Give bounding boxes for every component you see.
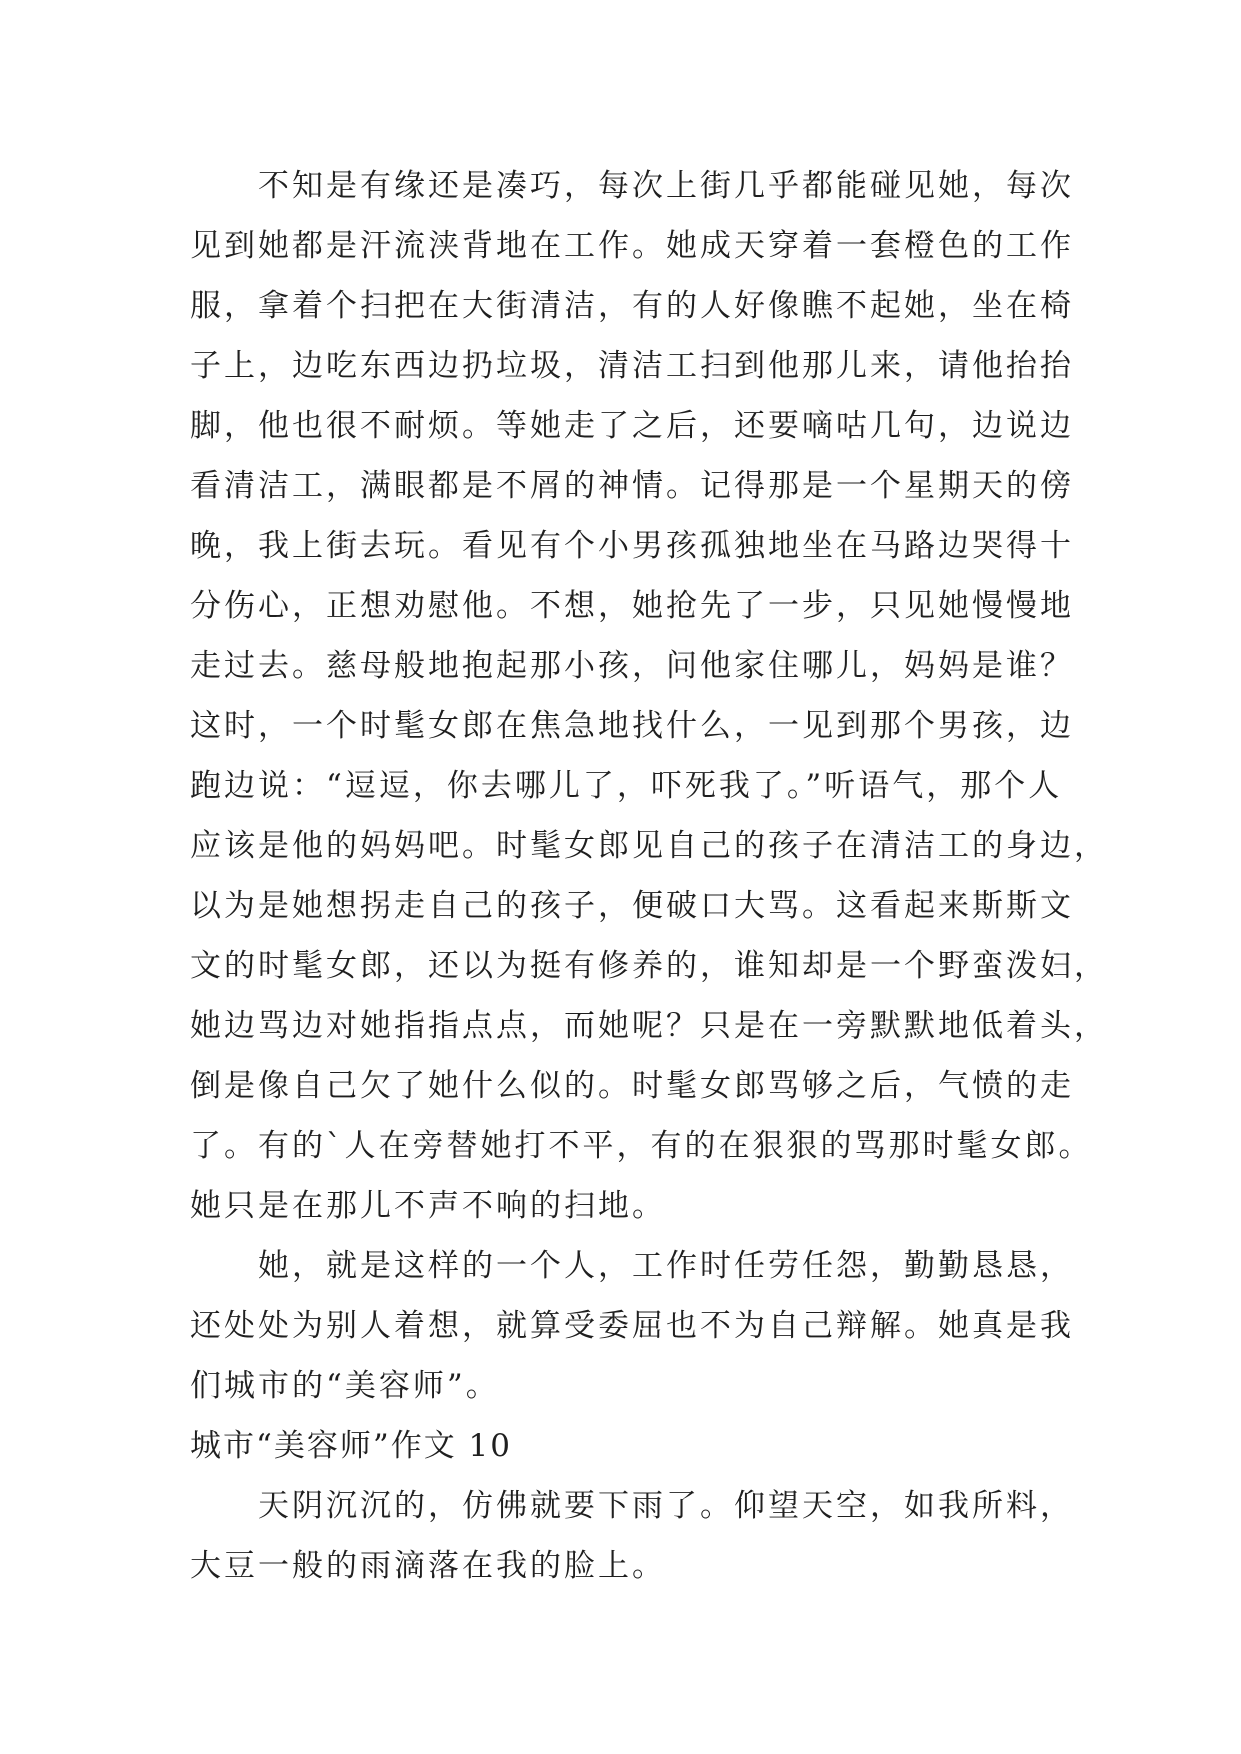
paragraph-line: 大豆一般的雨滴落在我的脸上。 — [190, 1548, 666, 1584]
paragraph-line: 这时，一个时髦女郎在焦急地找什么，一见到那个男孩，边 — [190, 708, 1074, 744]
paragraph-line: 走过去。慈母般地抱起那小孩，问他家住哪儿，妈妈是谁？ — [190, 648, 1074, 684]
paragraph-line: 看清洁工，满眼都是不屑的神情。记得那是一个星期天的傍 — [190, 468, 1074, 504]
paragraph-line: 见到她都是汗流浃背地在工作。她成天穿着一套橙色的工作 — [190, 228, 1074, 264]
paragraph-line: 她边骂边对她指指点点，而她呢？只是在一旁默默地低着头， — [190, 1008, 1108, 1044]
paragraph-line: 还处处为别人着想，就算受委屈也不为自己辩解。她真是我 — [190, 1308, 1074, 1344]
paragraph-line: 分伤心，正想劝慰他。不想，她抢先了一步，只见她慢慢地 — [190, 588, 1074, 624]
paragraph-line: 文的时髦女郎，还以为挺有修养的，谁知却是一个野蛮泼妇， — [190, 948, 1108, 984]
paragraph-line: 她，就是这样的一个人，工作时任劳任怨，勤勤恳恳， — [258, 1248, 1074, 1284]
paragraph-line: 天阴沉沉的，仿佛就要下雨了。仰望天空，如我所料， — [258, 1488, 1074, 1524]
paragraph-line: 们城市的“美容师”。 — [190, 1368, 500, 1404]
paragraph-line: 倒是像自己欠了她什么似的。时髦女郎骂够之后，气愤的走 — [190, 1068, 1074, 1104]
paragraph-line: 以为是她想拐走自己的孩子，便破口大骂。这看起来斯斯文 — [190, 888, 1074, 924]
paragraph-line: 脚，他也很不耐烦。等她走了之后，还要嘀咕几句，边说边 — [190, 408, 1074, 444]
paragraph-line: 服，拿着个扫把在大街清洁，有的人好像瞧不起她，坐在椅 — [190, 288, 1074, 324]
paragraph-line: 不知是有缘还是凑巧，每次上街几乎都能碰见她，每次 — [258, 168, 1074, 204]
paragraph-line: 了。有的`人在旁替她打不平，有的在狠狠的骂那时髦女郎。 — [190, 1128, 1093, 1164]
paragraph-line: 应该是他的妈妈吧。时髦女郎见自己的孩子在清洁工的身边， — [190, 828, 1108, 864]
paragraph-line: 她只是在那儿不声不响的扫地。 — [190, 1188, 666, 1224]
section-heading: 城市“美容师”作文 10 — [190, 1428, 512, 1464]
paragraph-line: 子上，边吃东西边扔垃圾，清洁工扫到他那儿来，请他抬抬 — [190, 348, 1074, 384]
paragraph-line: 跑边说：“逗逗，你去哪儿了，吓死我了。”听语气，那个人 — [190, 768, 1063, 804]
paragraph-line: 晚，我上街去玩。看见有个小男孩孤独地坐在马路边哭得十 — [190, 528, 1074, 564]
